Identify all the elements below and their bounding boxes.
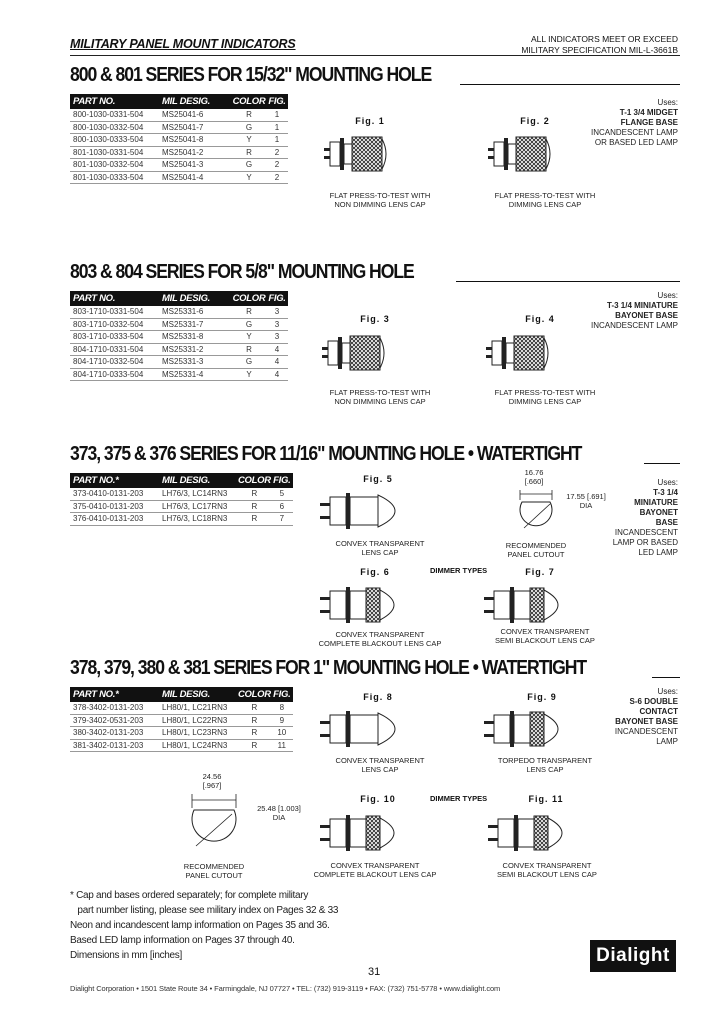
- col-fig: FIG.: [271, 687, 293, 702]
- uses-line: MINIATURE: [634, 498, 678, 507]
- section-title-803-804: 803 & 804 SERIES FOR 5/8" MOUNTING HOLE: [70, 261, 414, 283]
- cell: R: [238, 714, 271, 727]
- table-row: [70, 134, 288, 147]
- col-color: COLOR: [238, 689, 271, 700]
- dim-value: DIA: [272, 813, 286, 822]
- section-rule: [652, 677, 680, 678]
- cutout-dimension-width: [512, 468, 556, 486]
- col-color: COLOR: [238, 475, 271, 486]
- fig2-label: Fig. 2: [520, 116, 550, 126]
- cutout-dimension-width: [190, 772, 234, 790]
- fig6-caption: [300, 630, 460, 648]
- table-row: [70, 109, 288, 121]
- cutout-dimension-dia: [248, 804, 310, 822]
- footnote-line: part number listing, please see military index on Pages 32 & 33: [70, 905, 339, 916]
- caption-line: LENS CAP: [361, 548, 399, 557]
- cell: R: [238, 488, 271, 500]
- fig1-label: Fig. 1: [355, 116, 385, 126]
- fig3-label: Fig. 3: [360, 314, 390, 324]
- parts-table-373-376: [70, 473, 293, 526]
- cell: 800-1030-0332-504: [70, 121, 159, 134]
- cell: 803-1710-0332-504: [70, 318, 159, 331]
- footnote-line: * Cap and bases ordered separately; for complete military: [70, 890, 309, 901]
- uses-line: OR BASED LED LAMP: [594, 138, 678, 147]
- cell: Y: [232, 134, 266, 147]
- caption-line: CONVEX TRANSPARENT: [330, 861, 420, 870]
- uses-line: LAMP OR BASED: [612, 538, 678, 547]
- uses-line: CONTACT: [639, 707, 678, 716]
- fig9-caption: [470, 756, 620, 774]
- fig8-label: Fig. 8: [363, 692, 393, 702]
- fig7-drawing: [484, 582, 594, 628]
- cell: R: [238, 739, 271, 752]
- section-title-378-381: 378, 379, 380 & 381 SERIES FOR 1" MOUNTING HOLE • WATERTIGHT: [70, 657, 587, 679]
- col-fig: FIG.: [271, 473, 293, 488]
- cell: 804-1710-0331-504: [70, 343, 159, 356]
- cell: 8: [271, 702, 293, 714]
- cell: 3: [266, 318, 288, 331]
- cell: R: [232, 146, 266, 159]
- table-row: [70, 171, 288, 184]
- cell: G: [232, 121, 266, 134]
- col-color: COLOR: [232, 293, 266, 304]
- table-row: [70, 513, 293, 526]
- cell: Y: [232, 171, 266, 184]
- caption-line: FLAT PRESS-TO-TEST WITH: [494, 191, 596, 200]
- table-header-row: [70, 291, 288, 306]
- fig1-caption: [310, 191, 450, 209]
- table-row: [70, 343, 288, 356]
- fig3-drawing: [320, 328, 430, 378]
- uses-line: BASE: [655, 518, 678, 527]
- col-part-no: PART NO.*: [70, 473, 159, 488]
- table-row: [70, 500, 293, 513]
- uses-line: INCANDESCENT: [614, 727, 678, 736]
- cell: 378-3402-0131-203: [70, 702, 159, 714]
- caption-line: FLAT PRESS-TO-TEST WITH: [329, 191, 431, 200]
- table-row: [70, 727, 293, 740]
- uses-note-378-381: [588, 687, 678, 747]
- dimmer-types-label: DIMMER TYPES: [430, 794, 488, 803]
- fig5-label: Fig. 5: [363, 474, 393, 484]
- spec-note-line2: MILITARY SPECIFICATION MIL-L-3661B: [521, 45, 678, 55]
- uses-line: BAYONET BASE: [615, 311, 678, 320]
- cell: 6: [271, 500, 293, 513]
- cell: MS25041-8: [159, 134, 232, 147]
- uses-line: INCANDESCENT LAMP: [591, 128, 678, 137]
- cell: R: [232, 109, 266, 121]
- parts-table-803-804: [70, 291, 288, 381]
- cell: 5: [271, 488, 293, 500]
- cell: Y: [232, 368, 266, 381]
- dialight-logo: Dialight: [590, 940, 676, 972]
- fig4-caption: [470, 388, 620, 406]
- cell: 376-0410-0131-203: [70, 513, 159, 526]
- fig1-drawing: [322, 130, 432, 178]
- spec-note-line1: ALL INDICATORS MEET OR EXCEED: [530, 34, 678, 44]
- table-row: [70, 488, 293, 500]
- cell: MS25331-7: [159, 318, 232, 331]
- table-row: [70, 368, 288, 381]
- cell: 801-1030-0332-504: [70, 159, 159, 172]
- caption-line: RECOMMENDED: [505, 541, 567, 550]
- fig11-drawing: [488, 808, 598, 858]
- col-fig: FIG.: [266, 291, 288, 306]
- uses-label: Uses:: [657, 98, 678, 107]
- uses-note-373-376: [598, 478, 678, 558]
- cell: MS25041-7: [159, 121, 232, 134]
- dim-value: 17.55 [.691]: [566, 492, 606, 501]
- caption-line: NON DIMMING LENS CAP: [334, 200, 426, 209]
- caption-line: CONVEX TRANSPARENT: [335, 630, 425, 639]
- cell: MS25041-3: [159, 159, 232, 172]
- cell: G: [232, 318, 266, 331]
- fig10-caption: [290, 861, 460, 879]
- cell: R: [232, 306, 266, 318]
- dim-value: [.967]: [202, 781, 222, 790]
- cell: LH80/1, LC24RN3: [159, 739, 238, 752]
- section-title-373-376: 373, 375 & 376 SERIES FOR 11/16" MOUNTING HOLE • WATERTIGHT: [70, 443, 582, 465]
- uses-line: LED LAMP: [638, 548, 678, 557]
- table-row: [70, 318, 288, 331]
- fig7-label: Fig. 7: [525, 567, 555, 577]
- cell: 2: [266, 159, 288, 172]
- dim-value: 24.56: [202, 772, 222, 781]
- caption-line: NON DIMMING LENS CAP: [334, 397, 426, 406]
- section-rule: [644, 463, 680, 464]
- cell: LH76/3, LC17RN3: [159, 500, 238, 513]
- fig9-label: Fig. 9: [527, 692, 557, 702]
- cell: 375-0410-0131-203: [70, 500, 159, 513]
- col-part-no: PART NO.: [70, 291, 159, 306]
- table-row: [70, 121, 288, 134]
- caption-line: SEMI BLACKOUT LENS CAP: [497, 870, 597, 879]
- caption-line: PANEL CUTOUT: [185, 871, 243, 880]
- cell: Y: [232, 331, 266, 344]
- cell: LH80/1, LC22RN3: [159, 714, 238, 727]
- fig11-caption: [472, 861, 622, 879]
- fig2-caption: [470, 191, 620, 209]
- dim-value: DIA: [579, 501, 593, 510]
- table-row: [70, 714, 293, 727]
- uses-label: Uses:: [657, 478, 678, 487]
- caption-line: DIMMING LENS CAP: [508, 397, 582, 406]
- caption-line: DIMMING LENS CAP: [508, 200, 582, 209]
- table-row: [70, 331, 288, 344]
- page-number: 31: [368, 966, 381, 978]
- cell: LH80/1, LC23RN3: [159, 727, 238, 740]
- col-mil-desig: MIL DESIG.: [159, 291, 232, 306]
- uses-label: Uses:: [657, 291, 678, 300]
- fig11-label: Fig. 11: [528, 794, 564, 804]
- header-rule: [70, 55, 680, 56]
- col-mil-desig: MIL DESIG.: [159, 473, 238, 488]
- dimmer-types-label: DIMMER TYPES: [430, 566, 488, 575]
- caption-line: PANEL CUTOUT: [507, 550, 565, 559]
- uses-label: Uses:: [657, 687, 678, 696]
- caption-line: CONVEX TRANSPARENT: [335, 539, 425, 548]
- uses-line: BAYONET BASE: [615, 717, 678, 726]
- section-rule: [460, 84, 680, 85]
- section-title-800-801: 800 & 801 SERIES FOR 15/32" MOUNTING HOLE: [70, 64, 432, 86]
- uses-line: INCANDESCENT: [614, 528, 678, 537]
- table-row: [70, 356, 288, 369]
- table-row: [70, 306, 288, 318]
- cell: 3: [266, 306, 288, 318]
- cell: 373-0410-0131-203: [70, 488, 159, 500]
- uses-note-800-801: [568, 98, 678, 148]
- col-mil-desig: MIL DESIG.: [159, 94, 232, 109]
- cell: 800-1030-0331-504: [70, 109, 159, 121]
- fig8-caption: [310, 756, 450, 774]
- dim-value: 25.48 [1.003]: [257, 804, 301, 813]
- table-header-row: [70, 687, 293, 702]
- cell: 381-3402-0131-203: [70, 739, 159, 752]
- cell: G: [232, 159, 266, 172]
- table-row: [70, 739, 293, 752]
- uses-line: T-3 1/4 MINIATURE: [607, 301, 678, 310]
- cell: 380-3402-0131-203: [70, 727, 159, 740]
- uses-note-803-804: [568, 291, 678, 331]
- uses-line: FLANGE BASE: [620, 118, 678, 127]
- cell: 4: [266, 368, 288, 381]
- cell: 801-1030-0331-504: [70, 146, 159, 159]
- caption-line: CONVEX TRANSPARENT: [335, 756, 425, 765]
- cell: R: [238, 702, 271, 714]
- cell: MS25331-8: [159, 331, 232, 344]
- caption-line: COMPLETE BLACKOUT LENS CAP: [318, 639, 442, 648]
- cell: 4: [266, 356, 288, 369]
- dim-value: [.660]: [524, 477, 544, 486]
- cell: R: [238, 500, 271, 513]
- col-mil-desig: MIL DESIG.: [159, 687, 238, 702]
- caption-line: FLAT PRESS-TO-TEST WITH: [329, 388, 431, 397]
- cell: R: [238, 513, 271, 526]
- cell: MS25041-2: [159, 146, 232, 159]
- uses-line: T-3 1/4: [653, 488, 678, 497]
- table-row: [70, 702, 293, 714]
- cell: 3: [266, 331, 288, 344]
- cell: LH76/3, LC18RN3: [159, 513, 238, 526]
- cell: G: [232, 356, 266, 369]
- col-fig: FIG.: [266, 94, 288, 109]
- caption-line: RECOMMENDED: [183, 862, 245, 871]
- panel-cutout-caption: [172, 862, 256, 880]
- fig4-drawing: [484, 328, 594, 378]
- uses-line: INCANDESCENT LAMP: [591, 321, 678, 330]
- dim-value: 16.76: [524, 468, 544, 477]
- table-header-row: [70, 473, 293, 488]
- cell: MS25331-3: [159, 356, 232, 369]
- cell: 379-3402-0531-203: [70, 714, 159, 727]
- cell: MS25041-6: [159, 109, 232, 121]
- cell: 800-1030-0333-504: [70, 134, 159, 147]
- cell: 804-1710-0333-504: [70, 368, 159, 381]
- col-part-no: PART NO.*: [70, 687, 159, 702]
- footnotes: [70, 888, 338, 963]
- fig3-caption: [310, 388, 450, 406]
- fig10-drawing: [320, 808, 430, 858]
- col-color: COLOR: [232, 96, 266, 107]
- fig4-label: Fig. 4: [525, 314, 555, 324]
- cell: R: [232, 343, 266, 356]
- footnote-line: Based LED lamp information on Pages 37 through 40.: [70, 935, 295, 946]
- uses-line: BAYONET: [639, 508, 678, 517]
- caption-line: CONVEX TRANSPARENT: [502, 861, 592, 870]
- caption-line: TORPEDO TRANSPARENT: [497, 756, 593, 765]
- uses-line: T-1 3/4 MIDGET: [619, 108, 678, 117]
- col-part-no: PART NO.: [70, 94, 159, 109]
- cell: LH80/1, LC21RN3: [159, 702, 238, 714]
- cell: 803-1710-0333-504: [70, 331, 159, 344]
- cell: 7: [271, 513, 293, 526]
- caption-line: CONVEX TRANSPARENT: [500, 627, 590, 636]
- cell: 2: [266, 146, 288, 159]
- fig6-drawing: [320, 582, 430, 628]
- cell: MS25041-4: [159, 171, 232, 184]
- table-row: [70, 146, 288, 159]
- contact-line: Dialight Corporation • 1501 State Route 34 • Farmingdale, NJ 07727 • TEL: (732) 919-3119 • FAX: (732) 751-5778 • www.dialight.com: [70, 984, 501, 993]
- parts-table-800-801: [70, 94, 288, 184]
- fig7-caption: [470, 627, 620, 645]
- fig5-caption: [310, 539, 450, 557]
- cell: 801-1030-0333-504: [70, 171, 159, 184]
- fig9-drawing: [484, 706, 594, 752]
- caption-line: COMPLETE BLACKOUT LENS CAP: [313, 870, 437, 879]
- cell: MS25331-2: [159, 343, 232, 356]
- cell: 11: [271, 739, 293, 752]
- cell: 1: [266, 109, 288, 121]
- table-header-row: [70, 94, 288, 109]
- caption-line: LENS CAP: [526, 765, 564, 774]
- cell: 4: [266, 343, 288, 356]
- uses-line: LAMP: [656, 737, 678, 746]
- table-row: [70, 159, 288, 172]
- cell: 1: [266, 121, 288, 134]
- spec-note: [521, 34, 678, 56]
- cell: MS25331-6: [159, 306, 232, 318]
- caption-line: SEMI BLACKOUT LENS CAP: [495, 636, 595, 645]
- fig10-label: Fig. 10: [360, 794, 396, 804]
- cell: 1: [266, 134, 288, 147]
- fig5-drawing: [320, 488, 430, 534]
- panel-cutout-drawing: [180, 792, 250, 858]
- cell: 9: [271, 714, 293, 727]
- section-rule: [456, 281, 680, 282]
- parts-table-378-381: [70, 687, 293, 752]
- uses-line: S-6 DOUBLE: [629, 697, 678, 706]
- page-header-title: MILITARY PANEL MOUNT INDICATORS: [70, 37, 296, 51]
- footnote-line: Dimensions in mm [inches]: [70, 950, 182, 961]
- cell: 803-1710-0331-504: [70, 306, 159, 318]
- cell: 804-1710-0332-504: [70, 356, 159, 369]
- panel-cutout-caption: [494, 541, 578, 559]
- cell: 2: [266, 171, 288, 184]
- cell: LH76/3, LC14RN3: [159, 488, 238, 500]
- cell: R: [238, 727, 271, 740]
- fig6-label: Fig. 6: [360, 567, 390, 577]
- caption-line: FLAT PRESS-TO-TEST WITH: [494, 388, 596, 397]
- cell: MS25331-4: [159, 368, 232, 381]
- cell: 10: [271, 727, 293, 740]
- footnote-line: Neon and incandescent lamp information on Pages 35 and 36.: [70, 920, 330, 931]
- fig8-drawing: [320, 706, 430, 752]
- panel-cutout-drawing: [512, 488, 562, 538]
- caption-line: LENS CAP: [361, 765, 399, 774]
